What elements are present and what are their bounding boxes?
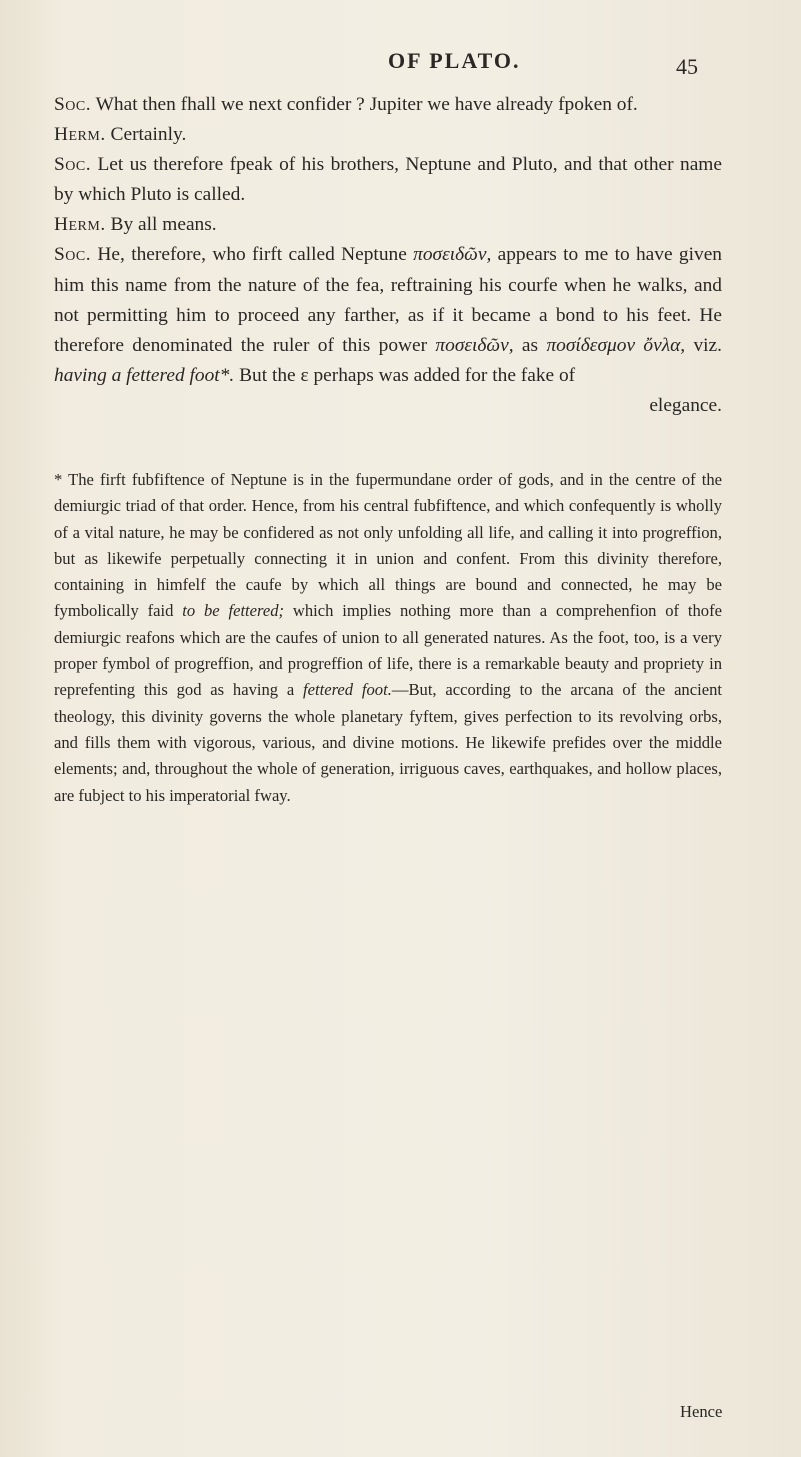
dialogue-text: Let us therefore fpeak of his brothers, Neptune and Pluto, and that other name by which Pluto is called. (54, 154, 722, 206)
footnote (54, 467, 722, 809)
catchword: Hence (680, 1402, 723, 1421)
footnote-part: —But, according to the arcana of the ancient theology, this divinity governs the whole planetary fyftem, gives perfection to its revolving orbs, and fills them with vigorous, various, and divine motions. He likewife prefides over the middle elements; and, throughout the whole of generation, irriguous caves, earthquakes, and hollow places, are fubject to his imperatorial fway. (54, 680, 722, 805)
passage-last-line: elegance. (649, 394, 722, 416)
dialogue-line (54, 210, 722, 240)
greek-phrase: ποσίδεσμον ὄνλα, (546, 334, 686, 356)
dialogue-text: By all means. (105, 214, 217, 236)
running-head: OF PLATO. (388, 48, 521, 73)
greek-word: ποσειδῶν, (435, 334, 514, 356)
main-text (54, 90, 722, 421)
speaker-label: Soc. (54, 244, 92, 266)
dialogue-line (54, 120, 722, 150)
page-number: 45 (676, 54, 698, 79)
speaker-label: Herm. (54, 214, 106, 236)
footnote-text (54, 467, 722, 809)
passage-text: as (513, 334, 547, 356)
neptune-passage (54, 240, 722, 390)
dialogue-text: What then fhall we next confider ? Jupiter we have already fpoken of. (91, 94, 638, 115)
dialogue-line (54, 150, 722, 210)
passage-text: viz. (685, 334, 723, 356)
passage-text: appears to me to have given him this name from the nature of the fea, reftraining his courfe when he walks, and not permitting him to proceed any farther, as if it became a bond to his feet. He therefore denominated the ruler of this power (54, 244, 722, 356)
italic-phrase: having a fettered foot*. (54, 364, 235, 386)
speaker-label: Herm. (54, 124, 106, 146)
footnote-part: which implies nothing more than a comprehenfion of thofe demiurgic reafons which are the caufes of union to all generated natures. As the foot, too, is a very proper fymbol of progreffion, and progreffion of life, there is a remarkable beauty and propriety in reprefenting this god as having a (54, 601, 722, 700)
dialogue-text: Certainly. (105, 124, 187, 146)
passage-text: He, therefore, who firft called Neptune (91, 244, 414, 266)
greek-word: ποσειδῶν, (413, 244, 492, 266)
speaker-label: Soc. (54, 94, 92, 115)
footnote-italic: to be fettered; (182, 601, 285, 621)
page-header (0, 44, 801, 84)
dialogue-line (54, 90, 722, 120)
footnote-part: * The firft fubfiftence of Neptune is in the fupermundane order of gods, and in the centre of the demiurgic triad of that order. Hence, from his central fubfiftence, and which confequently is wholly of a vital nature, he may be confidered as not only unfolding all life, and calling it into progreffion, but as likewife perpetually connecting it in union and confent. From this divinity therefore, containing in himfelf the caufe by which all things are bound and connected, he may be fymbolically faid (54, 470, 722, 621)
passage-text: But the ε perhaps was added for the fake of (234, 364, 576, 386)
speaker-label: Soc. (54, 154, 92, 176)
footnote-italic: fettered foot. (303, 680, 392, 700)
